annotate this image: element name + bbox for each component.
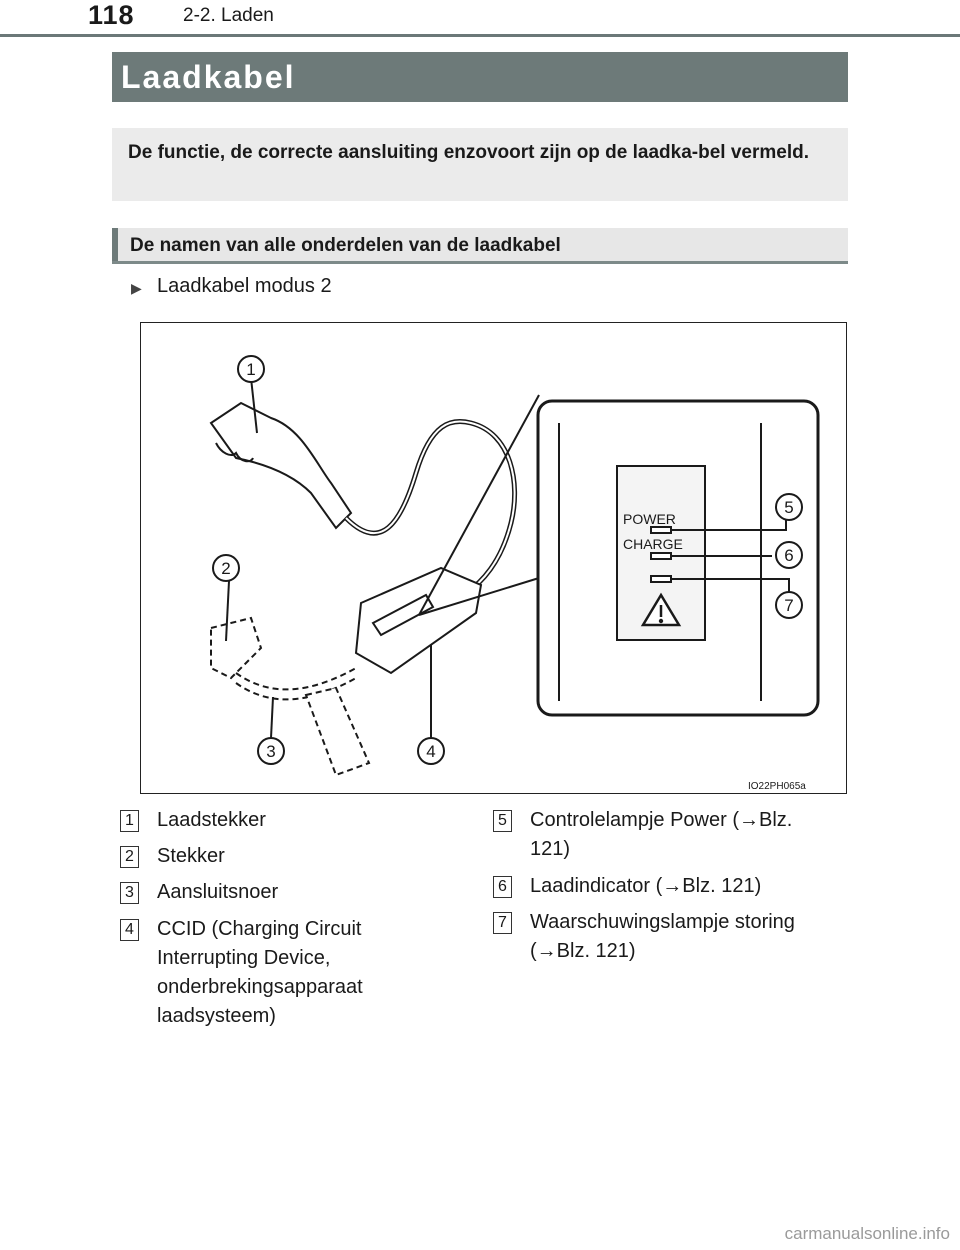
callout-4: 4 xyxy=(426,742,436,761)
intro-text: De functie, de correcte aansluiting enzovoort zijn op de laadka-bel vermeld. xyxy=(112,128,848,201)
callout-1: 1 xyxy=(246,360,256,379)
callout-7: 7 xyxy=(784,596,794,615)
legend-item: CCID (Charging Circuit Interrupting Device, onderbrekingsapparaat laadsysteem) xyxy=(157,918,363,1027)
legend-number: 2 xyxy=(120,846,139,868)
legend-number: 6 xyxy=(493,876,512,898)
page-title: Laadkabel xyxy=(112,52,848,102)
legend-number: 3 xyxy=(120,882,139,904)
charge-label: CHARGE xyxy=(623,536,683,552)
charging-cable-figure xyxy=(140,322,847,794)
header-rule xyxy=(0,34,960,37)
watermark: carmanualsonline.info xyxy=(784,1224,950,1243)
legend-item: Controlelampje Power (→Blz. 121) xyxy=(530,809,793,860)
triangle-bullet-icon: ▶ xyxy=(131,280,142,296)
legend-item: Laadstekker xyxy=(157,809,266,831)
callout-3: 3 xyxy=(266,742,276,761)
callout-6: 6 xyxy=(784,546,794,565)
page-number: 118 xyxy=(88,0,135,30)
cable-illustration xyxy=(141,323,846,793)
legend-item: Laadindicator (→Blz. 121) xyxy=(530,875,762,897)
mode-label: Laadkabel modus 2 xyxy=(157,275,332,297)
legend-number: 7 xyxy=(493,912,512,934)
legend-item: Waarschuwingslampje storing (→Blz. 121) xyxy=(530,911,795,962)
callout-5: 5 xyxy=(784,498,794,517)
legend-number: 1 xyxy=(120,810,139,832)
subheading: De namen van alle onderdelen van de laadkabel xyxy=(112,228,848,264)
figure-id: IO22PH065a xyxy=(748,781,806,792)
legend-number: 4 xyxy=(120,919,139,941)
legend-number: 5 xyxy=(493,810,512,832)
legend-item: Stekker xyxy=(157,845,225,867)
callout-2: 2 xyxy=(221,559,231,578)
section-title: 2-2. Laden xyxy=(183,5,274,26)
legend-item: Aansluitsnoer xyxy=(157,881,279,903)
power-label: POWER xyxy=(623,511,676,527)
